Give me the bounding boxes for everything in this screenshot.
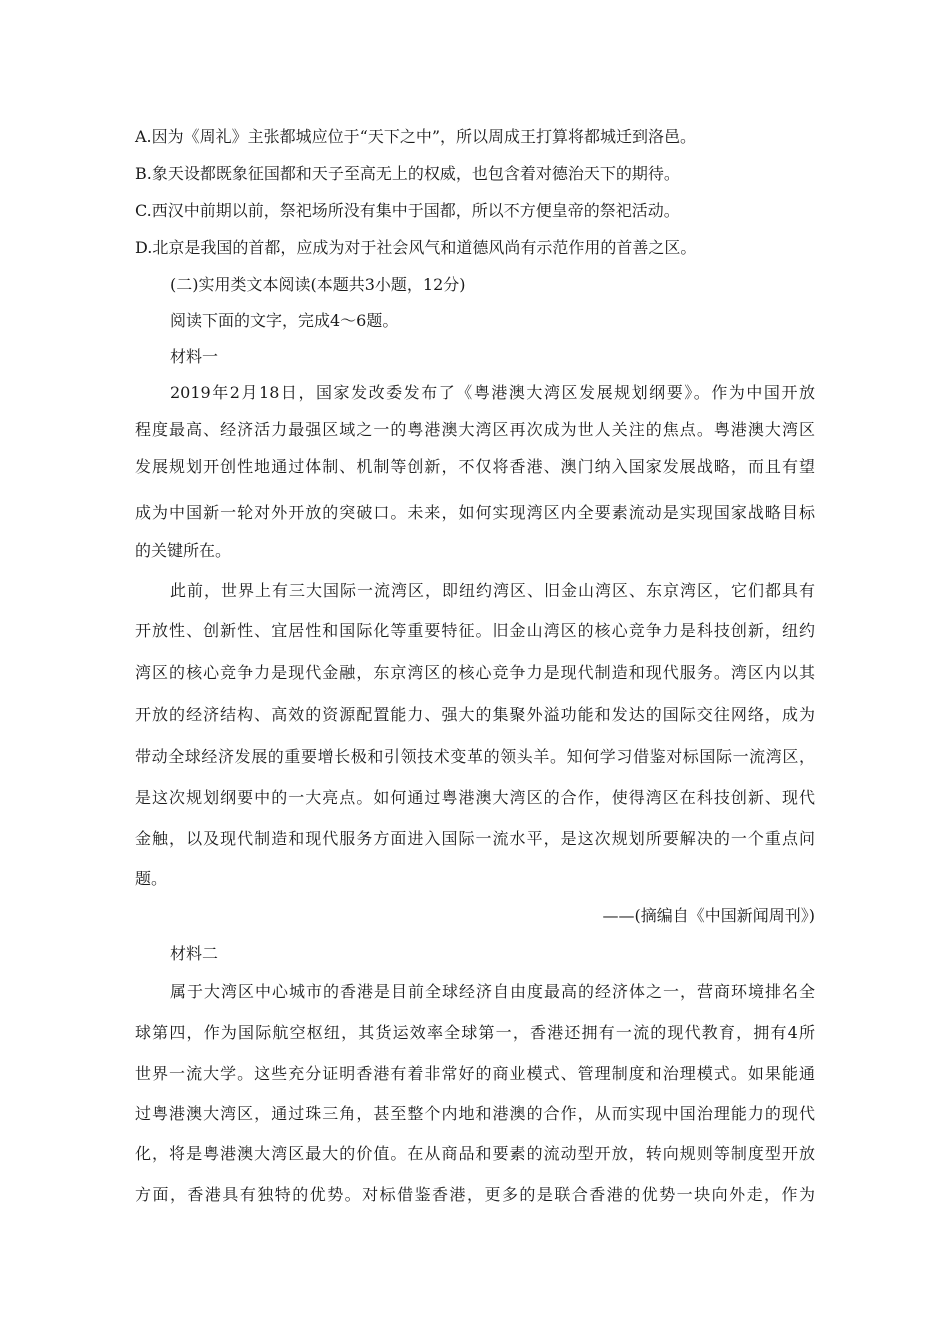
material1-paragraph-line: 程度最高、经济活力最强区域之一的粤港澳大湾区再次成为世人关注的焦点。粤港澳大湾区 <box>135 420 815 439</box>
material2-paragraph-line: 世界一流大学。这些充分证明香港有着非常好的商业模式、管理制度和治理模式。如果能通 <box>135 1064 815 1083</box>
material1-paragraph-line: 金触，以及现代制造和现代服务方面进入国际一流水平，是这次规划所要解决的一个重点问 <box>135 829 815 848</box>
material2-label: 材料二 <box>170 944 219 963</box>
material1-paragraph-line: 是这次规划纲要中的一大亮点。如何通过粤港澳大湾区的合作，使得湾区在科技创新、现代 <box>135 788 815 807</box>
material1-paragraph-line: 开放性、创新性、宜居性和国际化等重要特征。旧金山湾区的核心竞争力是科技创新，纽约 <box>135 621 815 640</box>
section-heading: (二)实用类文本阅读(本题共3小题，12分) <box>170 275 466 294</box>
material1-label: 材料一 <box>170 347 219 366</box>
material1-paragraph-line: 成为中国新一轮对外开放的突破口。未来，如何实现湾区内全要素流动是实现国家战略目标 <box>135 503 815 522</box>
material1-paragraph-line: 此前，世界上有三大国际一流湾区，即纽约湾区、旧金山湾区、东京湾区，它们都具有 <box>170 581 815 600</box>
material1-paragraph-line: 发展规划开创性地通过体制、机制等创新，不仅将香港、澳门纳入国家发展战略，而且有望 <box>135 457 815 476</box>
material2-paragraph-line: 属于大湾区中心城市的香港是目前全球经济自由度最高的经济体之一，营商环境排名全 <box>170 982 815 1001</box>
option-d: D.北京是我国的首都，应成为对于社会风气和道德风尚有示范作用的首善之区。 <box>135 238 697 257</box>
material1-paragraph-line: 湾区的核心竞争力是现代金融，东京湾区的核心竞争力是现代制造和现代服务。湾区内以其 <box>135 663 815 682</box>
material1-paragraph-line: 2019年2月18日，国家发改委发布了《粤港澳大湾区发展规划纲要》。作为中国开放 <box>170 383 815 402</box>
material2-paragraph-line: 化，将是粤港澳大湾区最大的价值。在从商品和要素的流动型开放，转向规则等制度型开放 <box>135 1144 815 1163</box>
option-c: C.西汉中前期以前，祭祀场所没有集中于国都，所以不方便皇帝的祭祀活动。 <box>135 201 680 220</box>
material1-paragraph-line: 开放的经济结构、高效的资源配置能力、强大的集聚外溢功能和发达的国际交往网络，成为 <box>135 705 815 724</box>
material2-paragraph-line: 球第四，作为国际航空枢纽，其货运效率全球第一，香港还拥有一流的现代教育，拥有4所 <box>135 1023 815 1042</box>
material1-source: ——(摘编自《中国新闻周刊》) <box>602 906 815 925</box>
material1-paragraph-line: 带动全球经济发展的重要增长极和引领技术变革的领头羊。知何学习借鉴对标国际一流湾区， <box>135 747 815 766</box>
option-b: B.象天设都既象征国都和天子至高无上的权威，也包含着对德治天下的期待。 <box>135 164 680 183</box>
material2-paragraph-line: 过粤港澳大湾区，通过珠三角，甚至整个内地和港澳的合作，从而实现中国治理能力的现代 <box>135 1104 815 1123</box>
material1-paragraph-line: 题。 <box>135 869 168 888</box>
material2-paragraph-line: 方面，香港具有独特的优势。对标借鉴香港，更多的是联合香港的优势一块向外走，作为 <box>135 1185 815 1204</box>
instruction: 阅读下面的文字，完成4～6题。 <box>170 311 399 330</box>
option-a: A.因为《周礼》主张都城应位于“天下之中”，所以周成王打算将都城迁到洛邑。 <box>135 127 697 146</box>
material1-paragraph-line: 的关键所在。 <box>135 541 232 560</box>
